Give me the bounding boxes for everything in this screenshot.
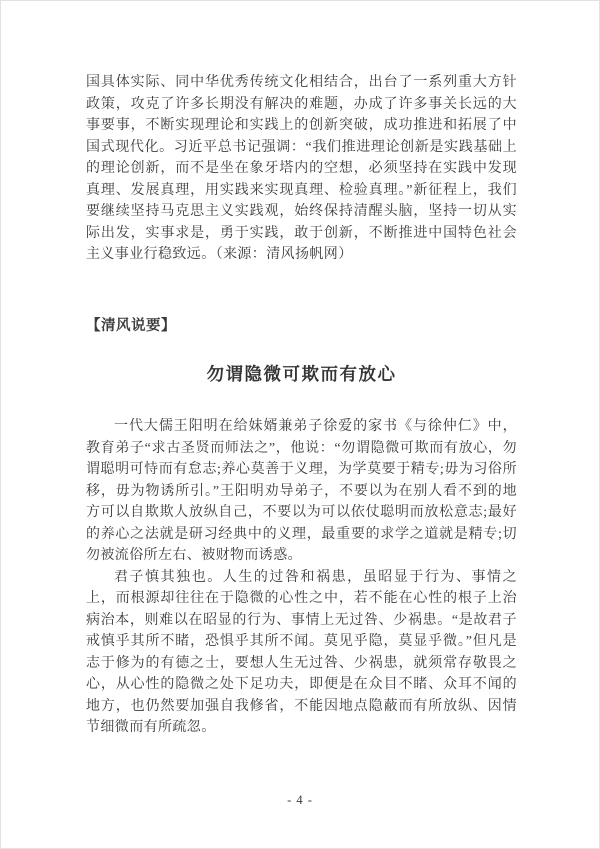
article-paragraph-2: 君子慎其独也。人生的过咎和祸患，虽昭显于行为、事情之上，而根源却往往在于隐微的心性之中，若不能在心性的根子上治病治本，则难以在昭显的行为、事情上无过咎、少祸患。“是故君子戒慎乎其所不睹，恐惧乎其所不闻。莫见乎隐，莫显乎微。”但凡是志于修为的有德之士，要想人生无过咎、少祸患，就须常存敬畏之心，从心性的隐微之处下足功夫，即便是在众目不睹、众耳不闻的地方，也仍然要加强自我修省，不能因地点隐蔽而有所放纵、因情节细微而有所疏忽。 <box>86 569 517 735</box>
paragraph-continuation: 国具体实际、同中华优秀传统文化相结合，出台了一系列重大方针政策，攻克了许多长期没有解决的难题，办成了许多事关长远的大事要事，不断实现理论和实践上的创新突破，成功推进和拓展了中国式现代化。习近平总书记强调：“我们推进理论创新是实践基础上的理论创新，而不是坐在象牙塔内的空想，必须坚持在实践中发现真理、发展真理，用实践来实现真理、检验真理。”新征程上，我们要继续坚持马克思主义实践观，始终保持清醒头脑，坚持一切从实际出发，实事求是，勇于实践，敢于创新，不断推进中国特色社会主义事业行稳致远。（来源：清风扬帆网） <box>86 75 517 262</box>
document-content <box>86 72 517 739</box>
article-title: 勿谓隐微可欺而有放心 <box>206 364 397 384</box>
page-number: - 4 - <box>287 793 313 807</box>
article-paragraph-1: 一代大儒王阳明在给妹婿兼弟子徐爱的家书《与徐仲仁》中，教育弟子“求古圣贤而师法之”，他说：“勿谓隐微可欺而有放心，勿谓聪明可恃而有怠志;养心莫善于义理，为学莫要于精专;毋为习俗所移，毋为物诱所引。”王阳明劝导弟子，不要以为在别人看不到的地方可以自欺欺人放纵自己，不要以为可以依仗聪明而放松意志;最好的养心之法就是研习经典中的义理，最重要的求学之道就是精专;切勿被流俗所左右、被财物而诱惑。 <box>86 419 517 563</box>
section-label: 【清风说要】 <box>86 317 176 334</box>
